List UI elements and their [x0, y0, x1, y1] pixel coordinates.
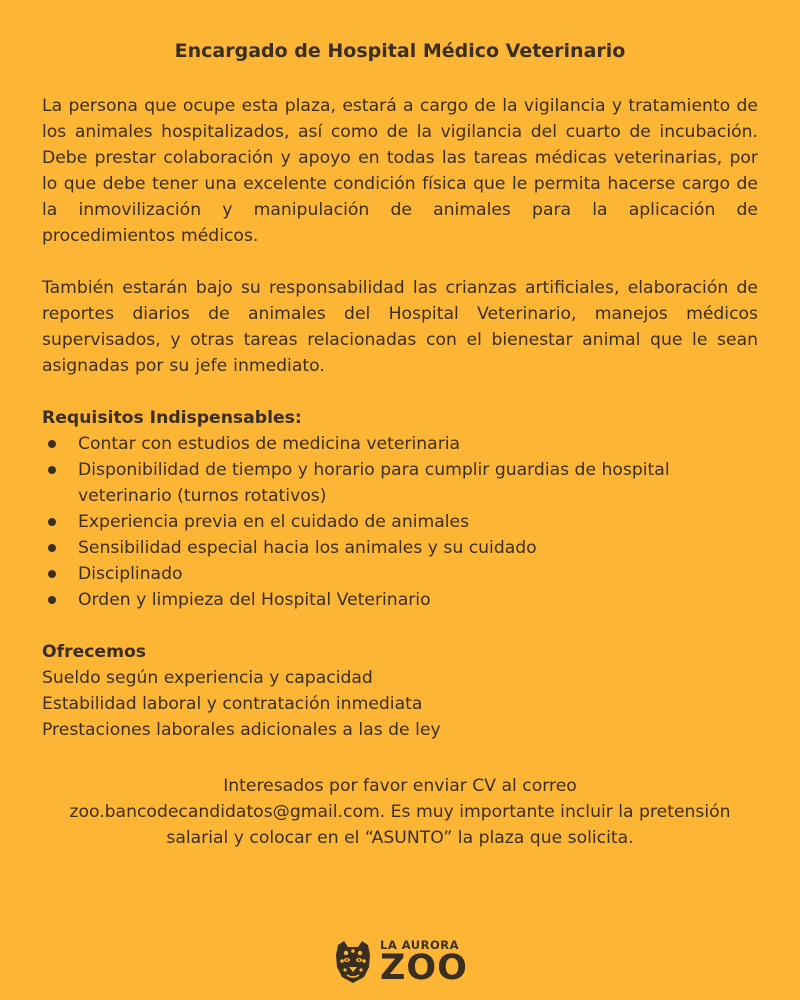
- contact-line-1: Interesados por favor enviar CV al correo: [223, 776, 577, 796]
- contact-info: [52, 773, 748, 851]
- la-aurora-zoo-logo: [332, 938, 468, 986]
- contact-line-2: zoo.bancodecandidatos@gmail.com. Es muy importante incluir la pretensión salarial y colocar en el “ASUNTO” la plaza que solicita.: [69, 802, 731, 848]
- offer-item: Prestaciones laborales adicionales a las de ley: [42, 720, 441, 740]
- offer-item: Estabilidad laboral y contratación inmediata: [42, 694, 423, 714]
- bullet-icon: [48, 440, 56, 448]
- requirement-item: Sensibilidad especial hacia los animales y su cuidado: [42, 535, 758, 561]
- description-paragraph-1: La persona que ocupe esta plaza, estará a cargo de la vigilancia y tratamiento de los animales hospitalizados, así como de la vigilancia del cuarto de incubación. Debe prestar colaboración y apoyo en todas las tareas médicas veterinarias, por lo que debe tener una excelente condición física que le permita hacerse cargo de la inmovilización y manipulación de animales para la aplicación de procedimientos médicos.: [42, 96, 758, 246]
- logo-top-text: LA AURORA: [380, 938, 460, 952]
- bullet-icon: [48, 518, 56, 526]
- requirement-item: Experiencia previa en el cuidado de animales: [42, 509, 758, 535]
- bullet-icon: [48, 466, 56, 474]
- description-paragraph-2: También estarán bajo su responsabilidad las crianzas artificiales, elaboración de reportes diarios de animales del Hospital Veterinario, manejos médicos supervisados, y otras tareas relacionadas con el bienestar animal que le sean asignadas por su jefe inmediato.: [42, 278, 758, 376]
- job-title: Encargado de Hospital Médico Veterinario: [174, 40, 626, 62]
- offer-heading: Ofrecemos: [42, 642, 147, 662]
- logo-wordmark: [380, 938, 468, 988]
- bullet-icon: [48, 570, 56, 578]
- offer-item: Sueldo según experiencia y capacidad: [42, 668, 373, 688]
- bullet-icon: [48, 544, 56, 552]
- requirement-item: Disciplinado: [42, 561, 758, 587]
- requirement-item: Orden y limpieza del Hospital Veterinario: [42, 587, 758, 613]
- logo-bottom-text: ZOO: [380, 948, 468, 988]
- bullet-icon: [48, 596, 56, 604]
- jaguar-head-icon: [332, 939, 374, 985]
- requirement-item: Contar con estudios de medicina veterinaria: [42, 431, 758, 457]
- requirements-heading: Requisitos Indispensables:: [42, 408, 302, 428]
- requirements-list: [42, 431, 758, 613]
- requirement-item: Disponibilidad de tiempo y horario para cumplir guardias de hospital veterinario (turnos rotativos): [42, 457, 758, 509]
